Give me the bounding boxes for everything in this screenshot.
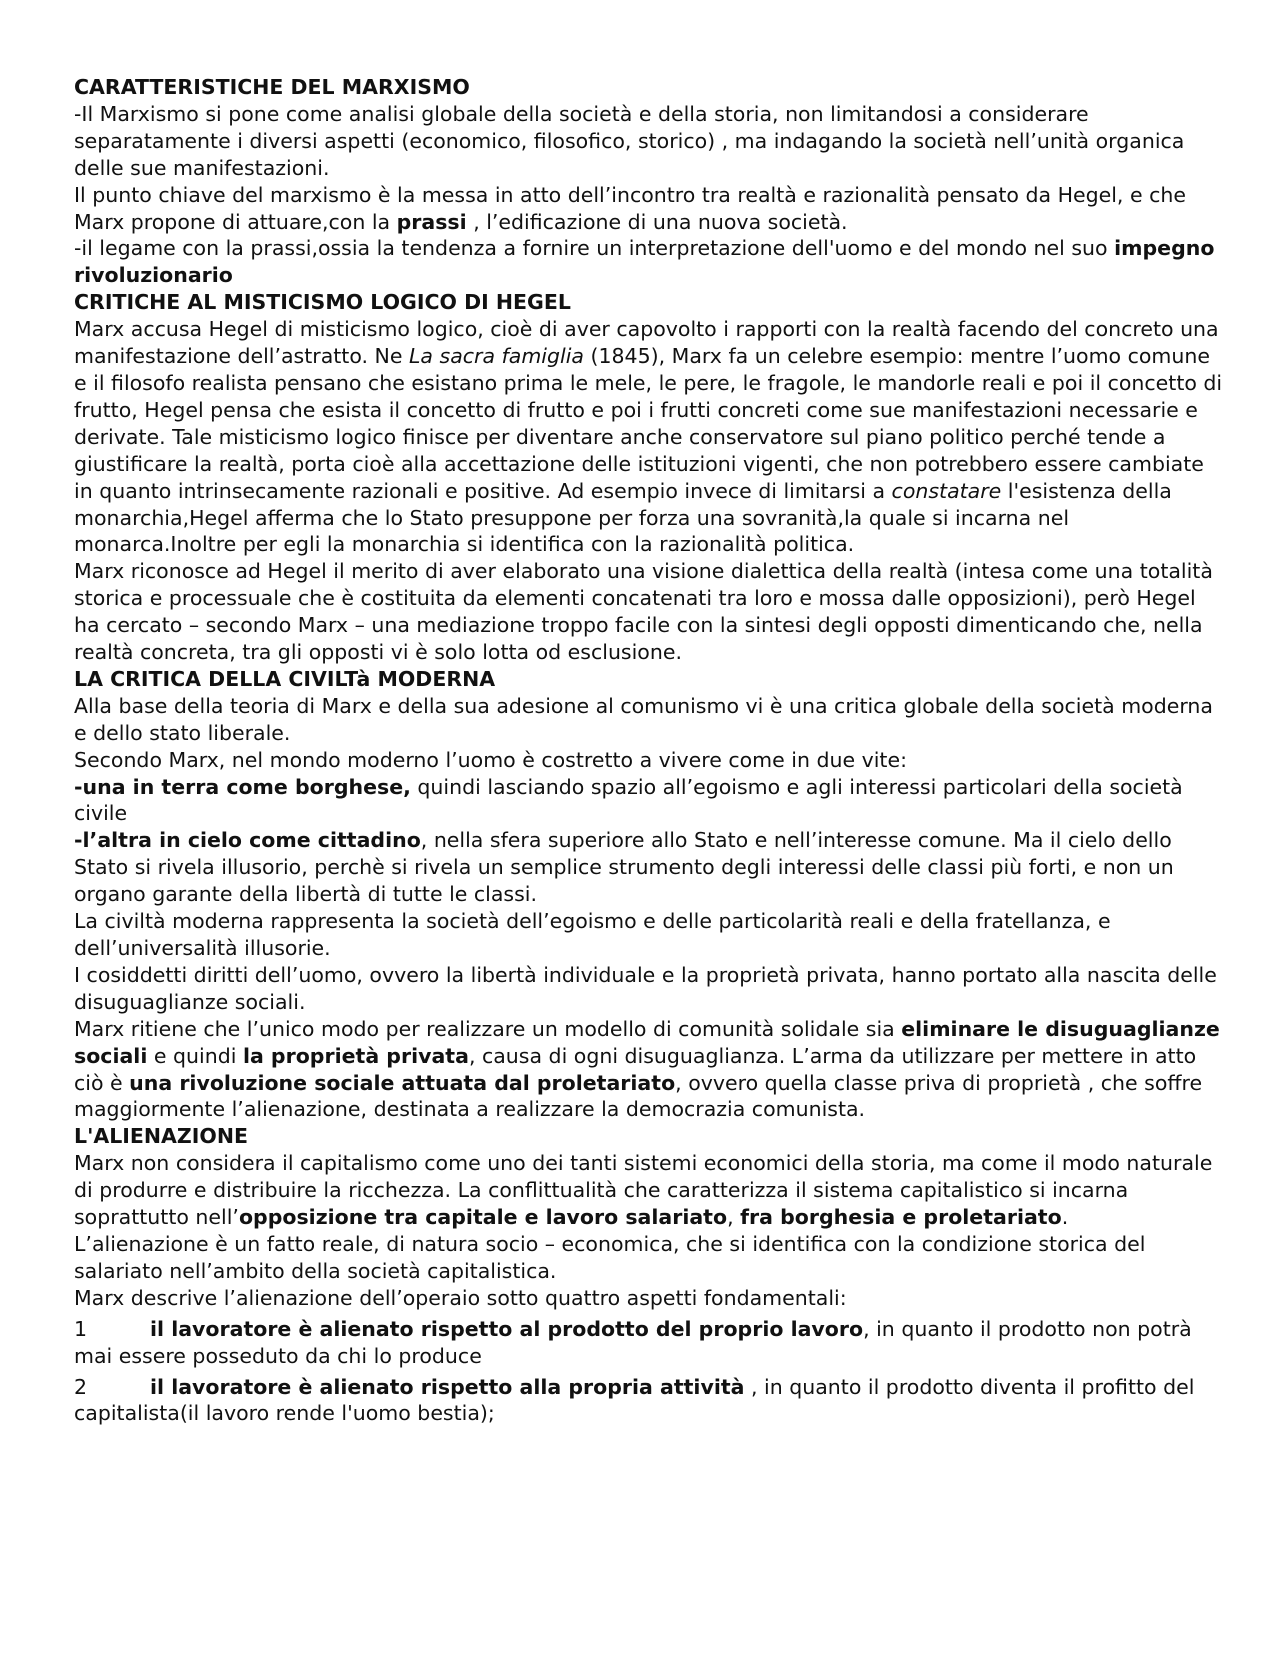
paragraph: -Il Marxismo si pone come analisi globale della società e della storia, non limitandosi a considerare separatamente i diversi aspetti (economico, filosofico, storico) , ma indagando la società nell’unità organica delle sue manifestazioni. [74,101,1185,180]
paragraph: Marx non considera il capitalismo come uno dei tanti sistemi economici della storia, ma come il modo naturale di produrre e distribuire la ricchezza. La conflittualità che caratterizza il sistema capitalistico si incarna soprattutto nell’opposizione tra capitale e lavoro salariato, fra borghesia e proletariato. [74,1151,1213,1230]
paragraph: Marx riconosce ad Hegel il merito di aver elaborato una visione dialettica della realtà (intesa come una totalità storica e processuale che è costituita da elementi concatenati tra loro e mossa dalle opposizioni), però Hegel ha cercato – secondo Marx – una mediazione troppo facile con la sintesi degli opposti dimenticando che, nella realtà concreta, tra gli opposti vi è solo lotta od esclusione. [74,559,1213,665]
bold-impegno: impegno rivoluzionario [74,236,1215,288]
document-page [74,74,1224,1427]
paragraph: Alla base della teoria di Marx e della sua adesione al comunismo vi è una critica globale della società moderna e dello stato liberale. [74,693,1213,745]
paragraph: Marx accusa Hegel di misticismo logico, cioè di aver capovolto i rapporti con la realtà facendo del concreto una manifestazione dell’astratto. Ne La sacra famiglia (1845), Marx fa un celebre esempio: mentre l’uomo comune e il filosofo realista pensano che esistano prima le mele, le pere, le fragole, le mandorle reali e poi il concetto di frutto, Hegel pensa che esista il concetto di frutto e poi i frutti concreti come sue manifestazioni necessarie e derivate. Tale misticismo logico finisce per diventare anche conservatore sul piano politico perché tende a giustificare la realtà, porta cioè alla accettazione delle istituzioni vigenti, che non potrebbero essere cambiate in quanto intrinsecamente razionali e positive. Ad esempio invece di limitarsi a constatare l'esistenza della monarchia,Hegel afferma che lo Stato presuppone per forza una sovranità,la quale si incarna nel monarca.Inoltre per egli la monarchia si identifica con la razionalità politica. [74,317,1223,557]
paragraph: Secondo Marx, nel mondo moderno l’uomo è costretto a vivere come in due vite: [74,747,907,772]
paragraph: Marx ritiene che l’unico modo per realizzare un modello di comunità solidale sia eliminare le disuguaglianze sociali e quindi la proprietà privata, causa di ogni disuguaglianza. L’arma da utilizzare per mettere in atto ciò è una rivoluzione sociale attuata dal proletariato, ovvero quella classe priva di proprietà , che soffre maggiormente l’alienazione, destinata a realizzare la democrazia comunista. [74,1016,1220,1122]
paragraph: La civiltà moderna rappresenta la società dell’egoismo e delle particolarità reali e della fratellanza, e dell’universalità illusorie. [74,909,1111,960]
bold-prassi: prassi [396,209,467,234]
list-number: 1 [74,1316,88,1341]
paragraph: -il legame con la prassi,ossia la tendenza a fornire un interpretazione dell'uomo e del mondo nel suo impegno rivoluzionario [74,236,1215,288]
section-title-alienazione: L'ALIENAZIONE [74,1124,248,1149]
paragraph: L’alienazione è un fatto reale, di natura socio – economica, che si identifica con la condizione storica del salariato nell’ambito della società capitalistica. [74,1231,1146,1283]
paragraph: -una in terra come borghese, quindi lasciando spazio all’egoismo e agli interessi particolari della società civile [74,774,1183,826]
list-item: 2 il lavoratore è alienato rispetto alla propria attività , in quanto il prodotto diventa il profitto del capitalista(il lavoro rende l'uomo bestia); [74,1374,1195,1426]
list-item: 1 il lavoratore è alienato rispetto al prodotto del proprio lavoro, in quanto il prodotto non potrà mai essere posseduto da chi lo produce [74,1316,1192,1368]
paragraph: -l’altra in cielo come cittadino, nella sfera superiore allo Stato e nell’interesse comune. Ma il cielo dello Stato si rivela illusorio, perchè si rivela un semplice strumento degli interessi delle classi più forti, e non un organo garante della libertà di tutte le classi. [74,828,1174,907]
section-title-marxismo: CARATTERISTICHE DEL MARXISMO [74,75,470,99]
paragraph: Il punto chiave del marxismo è la messa in atto dell’incontro tra realtà e razionalità pensato da Hegel, e che Marx propone di attuare,con la prassi , l’edificazione di una nuova società. [74,182,1186,234]
section-title-critiche-hegel: CRITICHE AL MISTICISMO LOGICO DI HEGEL [74,290,571,315]
section-title-civilta-moderna: LA CRITICA DELLA CIVILTà MODERNA [74,666,496,691]
paragraph: I cosiddetti diritti dell’uomo, ovvero la libertà individuale e la proprietà privata, hanno portato alla nascita delle disuguaglianze sociali. [74,962,1217,1014]
paragraph: Marx descrive l’alienazione dell’operaio sotto quattro aspetti fondamentali: [74,1285,847,1310]
list-number: 2 [74,1374,88,1399]
italic-book-title: La sacra famiglia [409,344,584,369]
italic-constatare: constatare [891,478,1002,503]
